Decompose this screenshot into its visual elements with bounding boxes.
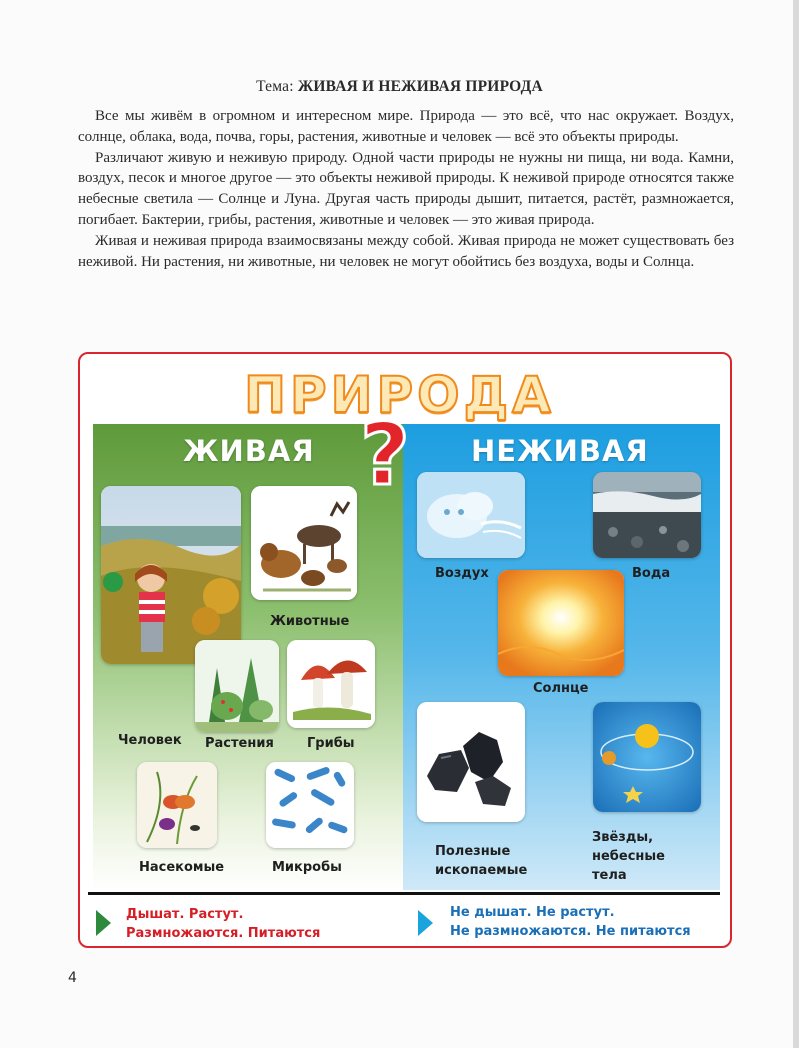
divider-line xyxy=(88,892,720,895)
live-property-line: Размножаются. Питаются xyxy=(126,926,321,941)
live-title: ЖИВАЯ xyxy=(183,434,315,468)
live-properties xyxy=(126,905,320,943)
live-arrow-icon xyxy=(96,910,111,936)
paragraph: Различают живую и неживую природу. Одной части природы не нужны ни пища, ни вода. Камни, воздух, песок и многое другое — это объекты неживой природы. К неживой природе относятся также небесные светила — Солнце и Луна. Другая часть природы дышит, питается, растёт, размножается, погибает. Бактерии, грибы, растения, животные и человек — это живая природа. xyxy=(78,149,734,228)
nonlive-property-line: Не размножаются. Не питаются xyxy=(450,924,691,939)
label-air: Воздух xyxy=(435,566,489,581)
label-mushrooms: Грибы xyxy=(307,736,355,751)
plants-image xyxy=(195,640,279,732)
nonlive-arrow-icon xyxy=(418,910,433,936)
label-insects: Насекомые xyxy=(139,860,225,875)
label-minerals: Полезные ископаемые xyxy=(435,844,528,878)
nonlive-property-line: Не дышат. Не растут. xyxy=(450,905,615,920)
label-stars: Звёзды, небесные тела xyxy=(592,830,665,883)
nonlive-title: НЕЖИВАЯ xyxy=(471,434,649,468)
label-human: Человек xyxy=(118,733,182,748)
page-number: 4 xyxy=(68,970,77,986)
water-image xyxy=(593,472,701,558)
nature-banner: ПРИРОДА xyxy=(244,366,555,424)
paragraph: Живая и неживая природа взаимосвязаны между собой. Живая природа не может существовать без неживой. Ни растения, ни животные, ни человек не могут обойтись без воздуха, воды и Солнца. xyxy=(78,232,734,270)
nonlive-properties xyxy=(450,903,691,941)
page-edge xyxy=(793,0,799,1048)
title-main: ЖИВАЯ И НЕЖИВАЯ ПРИРОДА xyxy=(297,78,543,95)
label-microbes: Микробы xyxy=(272,860,342,875)
minerals-image xyxy=(417,702,525,822)
question-mark-icon: ? xyxy=(360,405,410,505)
paragraph: Все мы живём в огромном и интересном мире. Природа — это всё, что нас окружает. Воздух, солнце, облака, вода, почва, горы, растения, животные и человек — всё это объекты природы. xyxy=(78,108,734,145)
sun-image xyxy=(498,570,624,676)
label-plants: Растения xyxy=(205,736,274,751)
title-prefix: Тема: xyxy=(256,78,298,95)
human-landscape-image xyxy=(101,486,241,664)
microbes-image xyxy=(266,762,354,848)
live-property-line: Дышат. Растут. xyxy=(126,907,244,922)
label-animals: Животные xyxy=(270,614,350,629)
body-text xyxy=(78,106,734,272)
page-title xyxy=(0,78,799,96)
air-image xyxy=(417,472,525,558)
label-sun: Солнце xyxy=(533,681,589,696)
animals-image xyxy=(251,486,357,600)
insects-image xyxy=(137,762,217,848)
mushrooms-image xyxy=(287,640,375,728)
stars-image xyxy=(593,702,701,812)
label-water: Вода xyxy=(632,566,671,581)
